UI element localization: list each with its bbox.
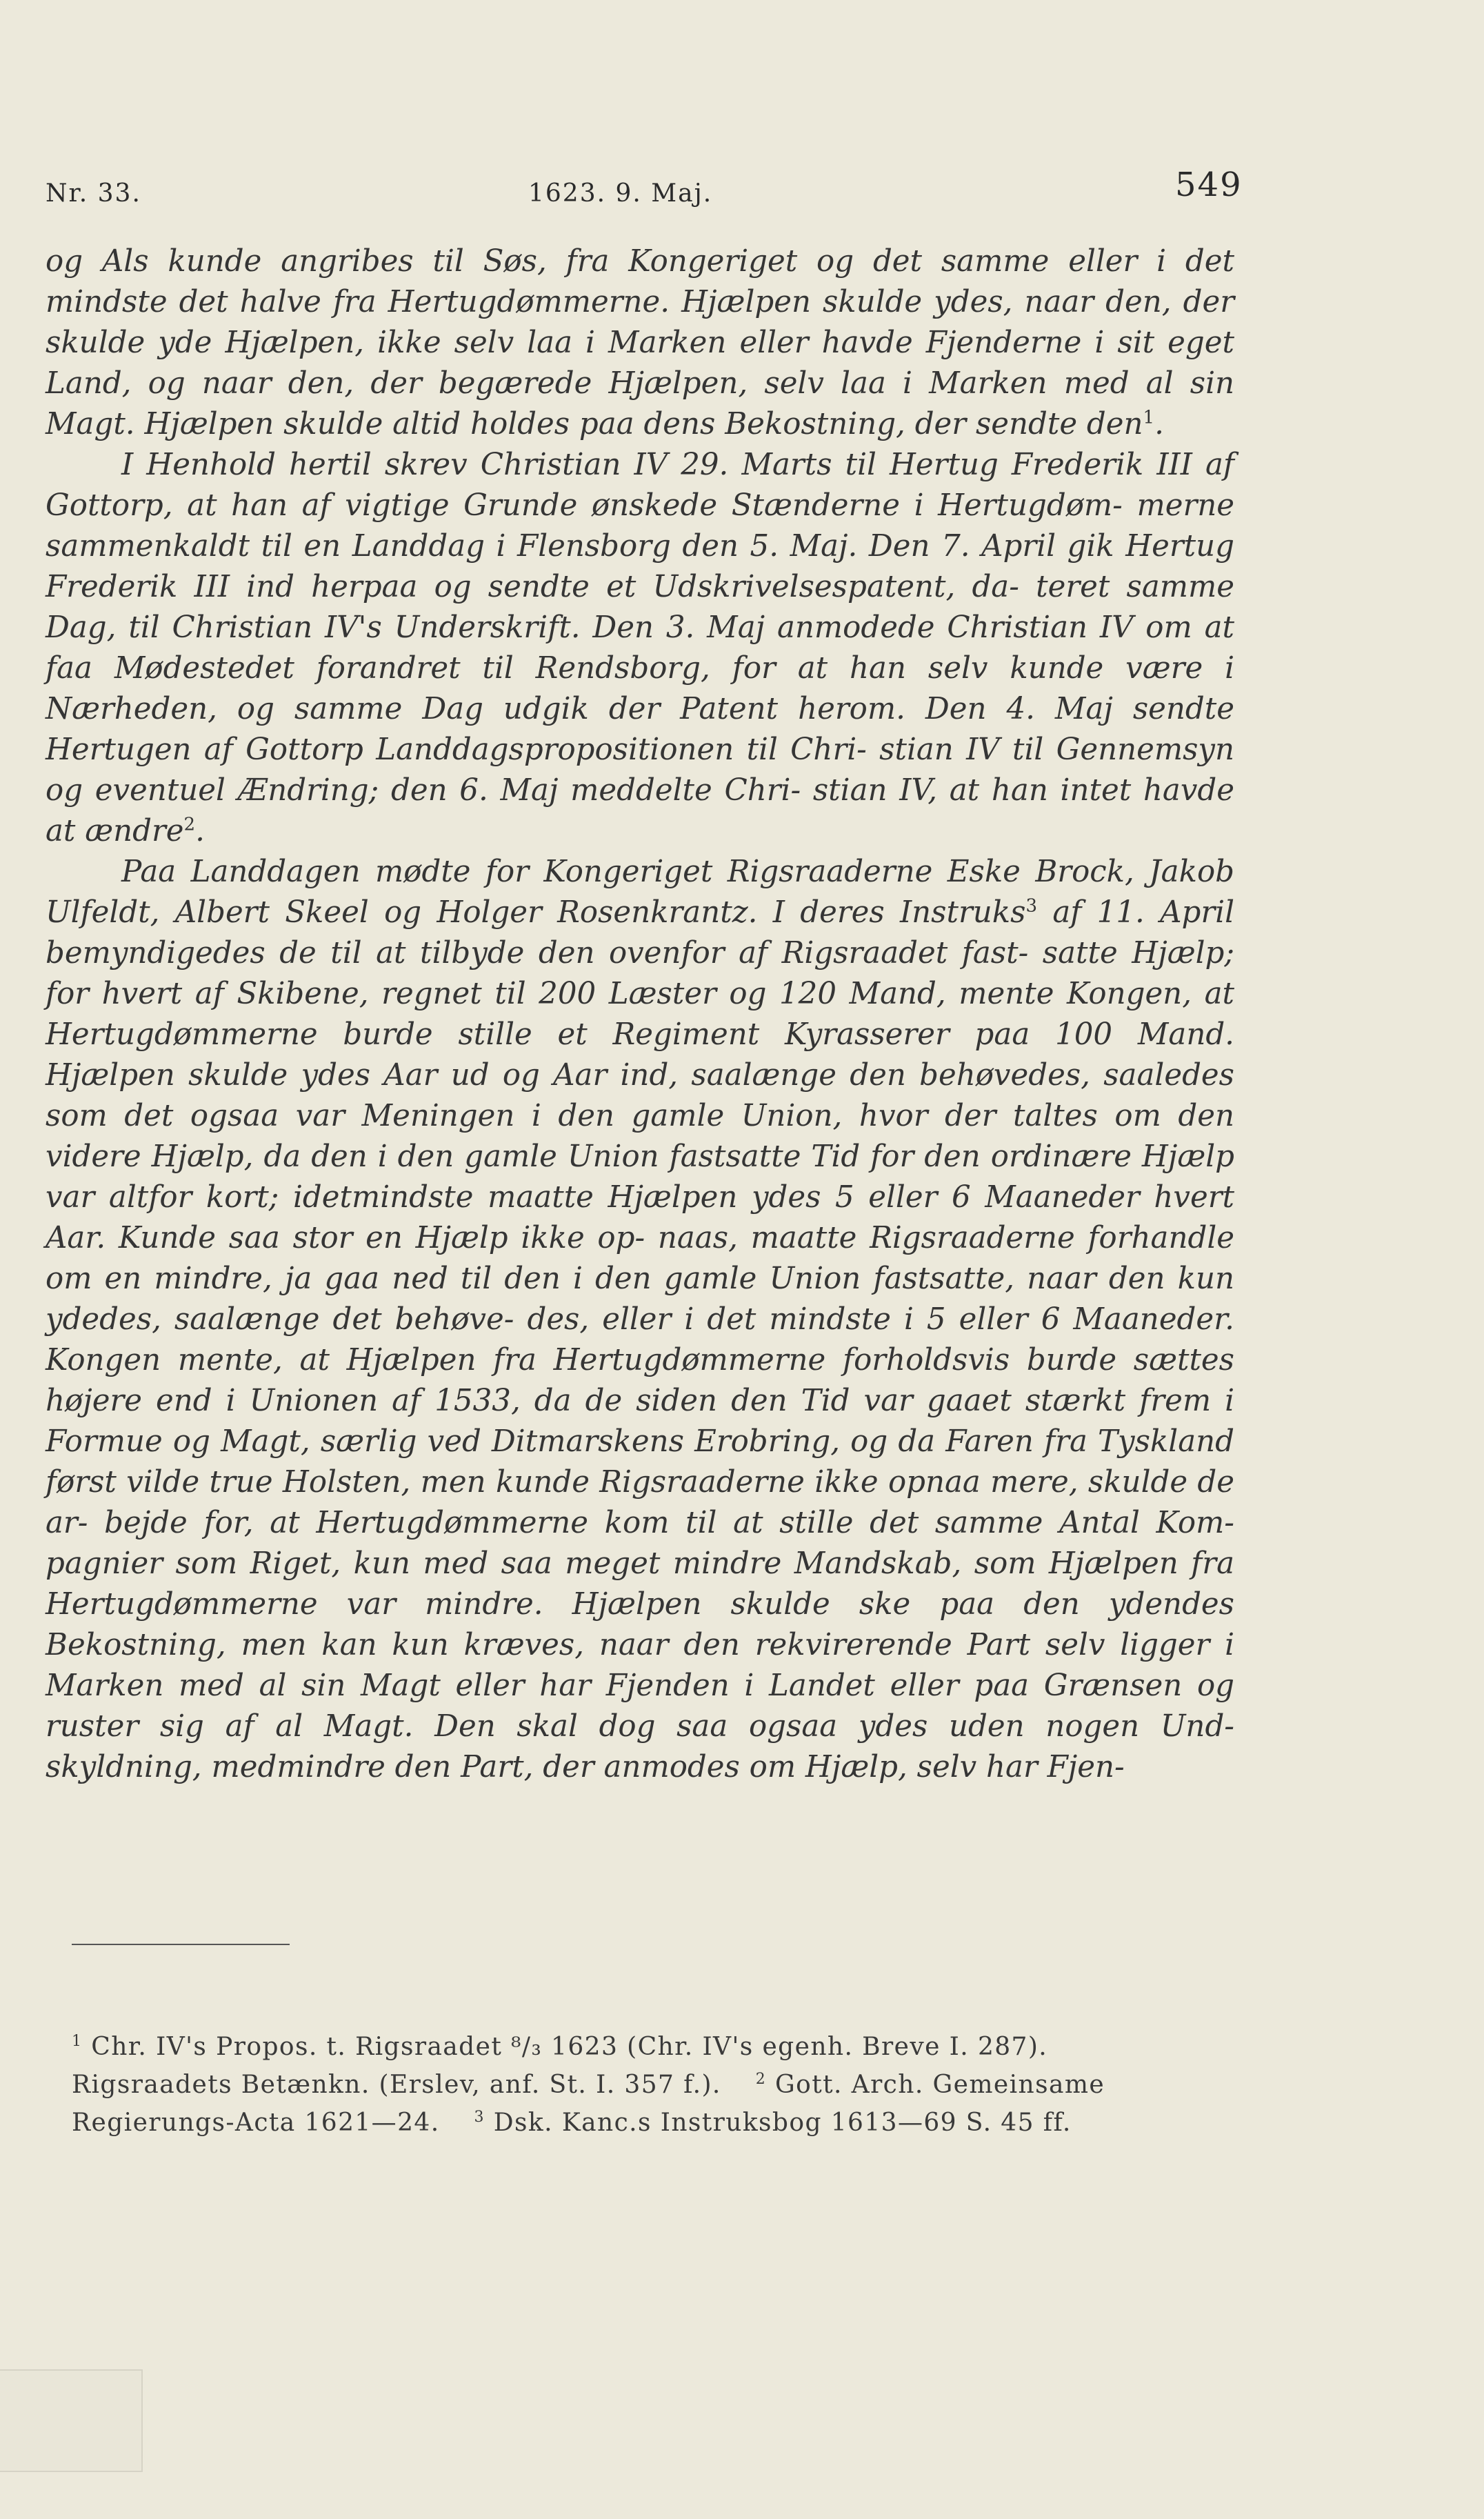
text-line: merne sammenkaldt til en Landdag i Flensborg den 5. Maj. Den 7. April (46, 488, 1235, 564)
text-line: i den gamle Union fastsatte, naar den kun ydedes, saalænge det behøve- (46, 1262, 1235, 1337)
text-line: I Henhold hertil skrev Christian IV 29. Marts til Hertug Frederik III (121, 448, 1192, 482)
text-line: teret samme Dag, til Christian IV's Underskrift. Den 3. Maj anmodede (46, 570, 1234, 645)
text-line: naas, maatte Rigsraaderne forhandle om en mindre, ja gaa ned til den (46, 1221, 1235, 1296)
footnote-text: Chr. IV's Propos. t. Rigsraadet ⁸/₃ 1623 (Chr. IV's egenh. Breve I. 287). (91, 2033, 1048, 2061)
text-line: særlig ved Ditmarskens Erobring, og da Faren fra Tyskland først vilde (46, 1424, 1234, 1500)
text-line: 11. April bemyndigedes de til at tilbyde den ovenfor af Rigsraadet fast- (46, 895, 1235, 970)
text-line: for den ordinære Hjælp var altfor kort; idetmindste maatte Hjælpen (46, 1139, 1234, 1215)
footnotes (72, 2028, 1237, 2142)
paragraph-3 (46, 852, 1234, 1788)
paragraph-2 (46, 445, 1234, 852)
text-line-end: . (1154, 407, 1164, 441)
paragraph-1 (46, 241, 1234, 445)
text-line: Bekostning, men kan kun kræves, naar den rekvirerende Part selv ligger i (46, 1628, 1234, 1662)
text-line: der taltes om den videre Hjælp, da den i den gamle Union fastsatte Tid (46, 1099, 1234, 1174)
text-line: mente Kongen, at Hertugdømmerne burde stille et Regiment Kyrasserer (46, 977, 1234, 1052)
footnote-marker: 1 (72, 2033, 83, 2050)
text-line: Den 4. Maj sendte Hertugen af Gottorp Landdagspropositionen til Chri- (46, 692, 1234, 767)
text-line: 1533, da de siden den Tid var gaaet stærkt frem i Formue og Magt, (46, 1384, 1235, 1459)
text-line: gik Hertug Frederik III ind herpaa og sendte et Udskrivelsespatent, da- (46, 529, 1235, 604)
footnote-marker: 2 (755, 2071, 767, 2088)
main-text (46, 241, 1234, 1788)
footnote-text: Regierungs-Acta 1621—24. (72, 2109, 440, 2137)
header-date: 1623. 9. Maj. (528, 179, 713, 208)
footnote-divider (72, 1944, 290, 1945)
text-line: selv kunde være i Nærheden, og samme Dag udgik der Patent herom. (46, 651, 1234, 726)
text-line: Jakob Ulfeldt, Albert Skeel og Holger Rosenkrantz. I deres Instruks (46, 855, 1235, 930)
footnote-line (72, 2104, 1237, 2142)
text-line: fra Hertugdømmerne forholdsvis burde sættes højere end i Unionen af (46, 1343, 1234, 1418)
issue-number: Nr. 33. (46, 179, 141, 208)
footnote-marker: 3 (474, 2109, 485, 2126)
text-line: true Holsten, men kunde Rigsraaderne ikke opnaa mere, skulde de ar- (46, 1465, 1234, 1540)
text-line: satte Hjælp; for hvert af Skibene, regnet til 200 Læster og 120 Mand, (46, 936, 1234, 1011)
text-line: mindste det halve fra Hertugdømmerne. Hjælpen skulde ydes, naar den, (46, 285, 1172, 319)
text-line: Marken med al sin Magt eller har Fjenden i Landet eller paa Grænsen (46, 1669, 1183, 1703)
text-line: sit eget Land, og naar den, der begærede Hjælpen, selv laa i Marken (46, 326, 1234, 401)
footnote-text: Dsk. Kanc.s Instruksbog 1613—69 S. 45 ff. (493, 2109, 1072, 2137)
text-line: der skulde yde Hjælpen, ikke selv laa i Marken eller havde Fjenderne i (46, 285, 1235, 360)
text-line: behøvedes, saaledes som det ogsaa var Meningen i den gamle Union, hvor (46, 1058, 1234, 1133)
footnote-text: Gott. Arch. Gemeinsame (775, 2071, 1105, 2099)
page-number: 549 (1175, 166, 1243, 204)
text-line: stian IV, at han intet havde at ændre (46, 773, 1234, 848)
footnote-text: Rigsraadets Betænkn. (Erslev, anf. St. I. 357 f.). (72, 2071, 721, 2099)
text-line: bejde for, at Hertugdømmerne kom til at stille det samme Antal Kom- (104, 1506, 1234, 1540)
footnote-ref: 2 (183, 814, 196, 835)
text-line-end: . (195, 814, 205, 848)
text-line: ydes 5 eller 6 Maaneder hvert Aar. Kunde saa stor en Hjælp ikke op- (46, 1180, 1234, 1255)
footnote-line (72, 2028, 1237, 2066)
text-line: Paa Landdagen mødte for Kongeriget Rigsraaderne Eske Brock, (121, 855, 1134, 889)
text-line: pagnier som Riget, kun med saa meget mindre Mandskab, som Hjælpen (46, 1546, 1179, 1581)
scan-margin-mark (0, 2369, 143, 2472)
text-line: og ruster sig af al Magt. Den skal dog saa ogsaa ydes uden nogen Und- (46, 1669, 1235, 1744)
footnote-line (72, 2066, 1237, 2104)
text-line: med al sin Magt. Hjælpen skulde altid holdes paa dens Bekostning, der (46, 366, 1235, 441)
text-line: des, eller i det mindste i 5 eller 6 Maaneder. Kongen mente, at Hjælpen (46, 1302, 1234, 1377)
text-line: fra Hertugdømmerne var mindre. Hjælpen skulde ske paa den ydendes (46, 1546, 1235, 1622)
footnote-ref: 1 (1143, 407, 1155, 428)
text-line: paa 100 Mand. Hjælpen skulde ydes Aar ud og Aar ind, saalænge den (46, 1017, 1235, 1093)
text-line: af (1037, 895, 1082, 930)
text-line: skyldning, medmindre den Part, der anmodes om Hjælp, selv har Fjen- (46, 1750, 1125, 1784)
text-line: Christian IV om at faa Mødestedet forandret til Rendsborg, for at han (46, 610, 1234, 686)
text-line: og Als kunde angribes til Søs, fra Kongeriget og det samme eller i det (46, 244, 1234, 279)
text-line: sendte den (975, 407, 1143, 441)
running-header (46, 166, 1243, 221)
footnote-ref: 3 (1025, 895, 1038, 917)
text-line: af Gottorp, at han af vigtige Grunde ønskede Stænderne i Hertugdøm- (46, 448, 1234, 523)
text-line: stian IV til Gennemsyn og eventuel Ændring; den 6. Maj meddelte Chri- (46, 733, 1235, 808)
